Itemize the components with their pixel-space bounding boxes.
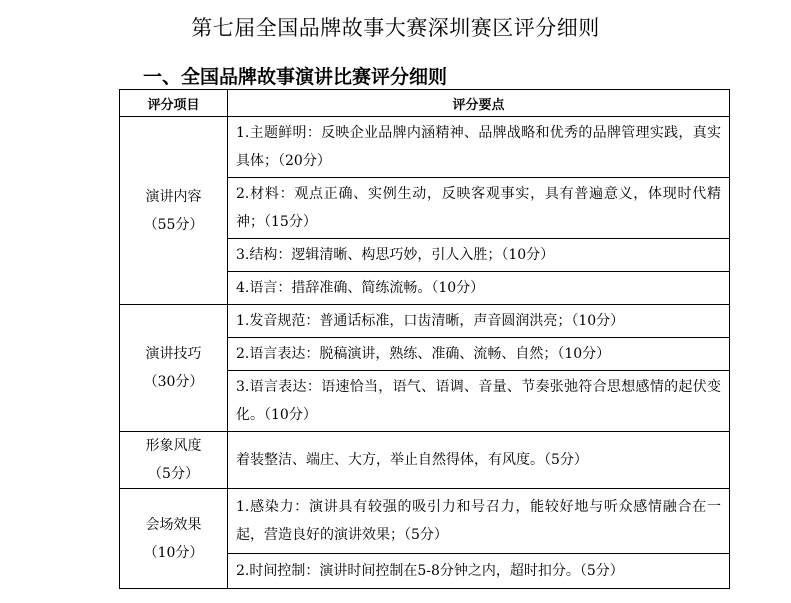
category-cell (120, 432, 228, 489)
point-cell: 1.发音规范：普通话标准，口齿清晰，声音圆润洪亮；（10分） (228, 305, 730, 338)
point-cell: 1.主题鲜明：反映企业品牌内涵精神、品牌战略和优秀的品牌管理实践，真实具体；（20分） (228, 117, 730, 178)
category-cell (120, 305, 228, 432)
section-heading: 一、全国品牌故事演讲比赛评分细则 (143, 66, 448, 88)
header-category: 评分项目 (120, 90, 228, 117)
category-cell (120, 117, 228, 305)
category-score: （10分） (143, 544, 204, 561)
table-row (120, 432, 730, 489)
point-cell: 3.语言表达：语速恰当，语气、语调、音量、节奏张弛符合思想感情的起伏变化。（10分） (228, 371, 730, 432)
table-header-row (120, 90, 730, 117)
point-cell: 4.语言：措辞准确、简练流畅。（10分） (228, 272, 730, 305)
point-cell: 1.感染力：演讲具有较强的吸引力和号召力，能较好地与听众感情融合在一起，营造良好的演讲效果；（5分） (228, 489, 730, 554)
point-cell: 2.语言表达：脱稿演讲，熟练、准确、流畅、自然；（10分） (228, 338, 730, 371)
category-name: 演讲内容 (145, 188, 202, 205)
point-cell: 着装整洁、端庄、大方，举止自然得体，有风度。（5分） (228, 432, 730, 489)
category-score: （30分） (143, 374, 204, 390)
category-cell (120, 489, 228, 589)
point-cell: 2.材料：观点正确、实例生动，反映客观事实，具有普遍意义，体现时代精神；（15分） (228, 178, 730, 239)
category-score: （5分） (148, 466, 199, 482)
table-row (120, 305, 730, 338)
category-score: （55分） (143, 216, 204, 233)
category-name: 形象风度 (145, 438, 202, 454)
document-title: 第七届全国品牌故事大赛深圳赛区评分细则 (191, 16, 600, 40)
table-row (120, 489, 730, 554)
point-cell: 3.结构：逻辑清晰、构思巧妙，引人入胜；（10分） (228, 239, 730, 272)
category-name: 会场效果 (145, 516, 202, 533)
header-points: 评分要点 (228, 90, 730, 117)
scoring-table (119, 89, 730, 589)
table-row (120, 117, 730, 178)
category-name: 演讲技巧 (145, 346, 202, 362)
point-cell: 2.时间控制：演讲时间控制在5-8分钟之内，超时扣分。（5分） (228, 554, 730, 589)
